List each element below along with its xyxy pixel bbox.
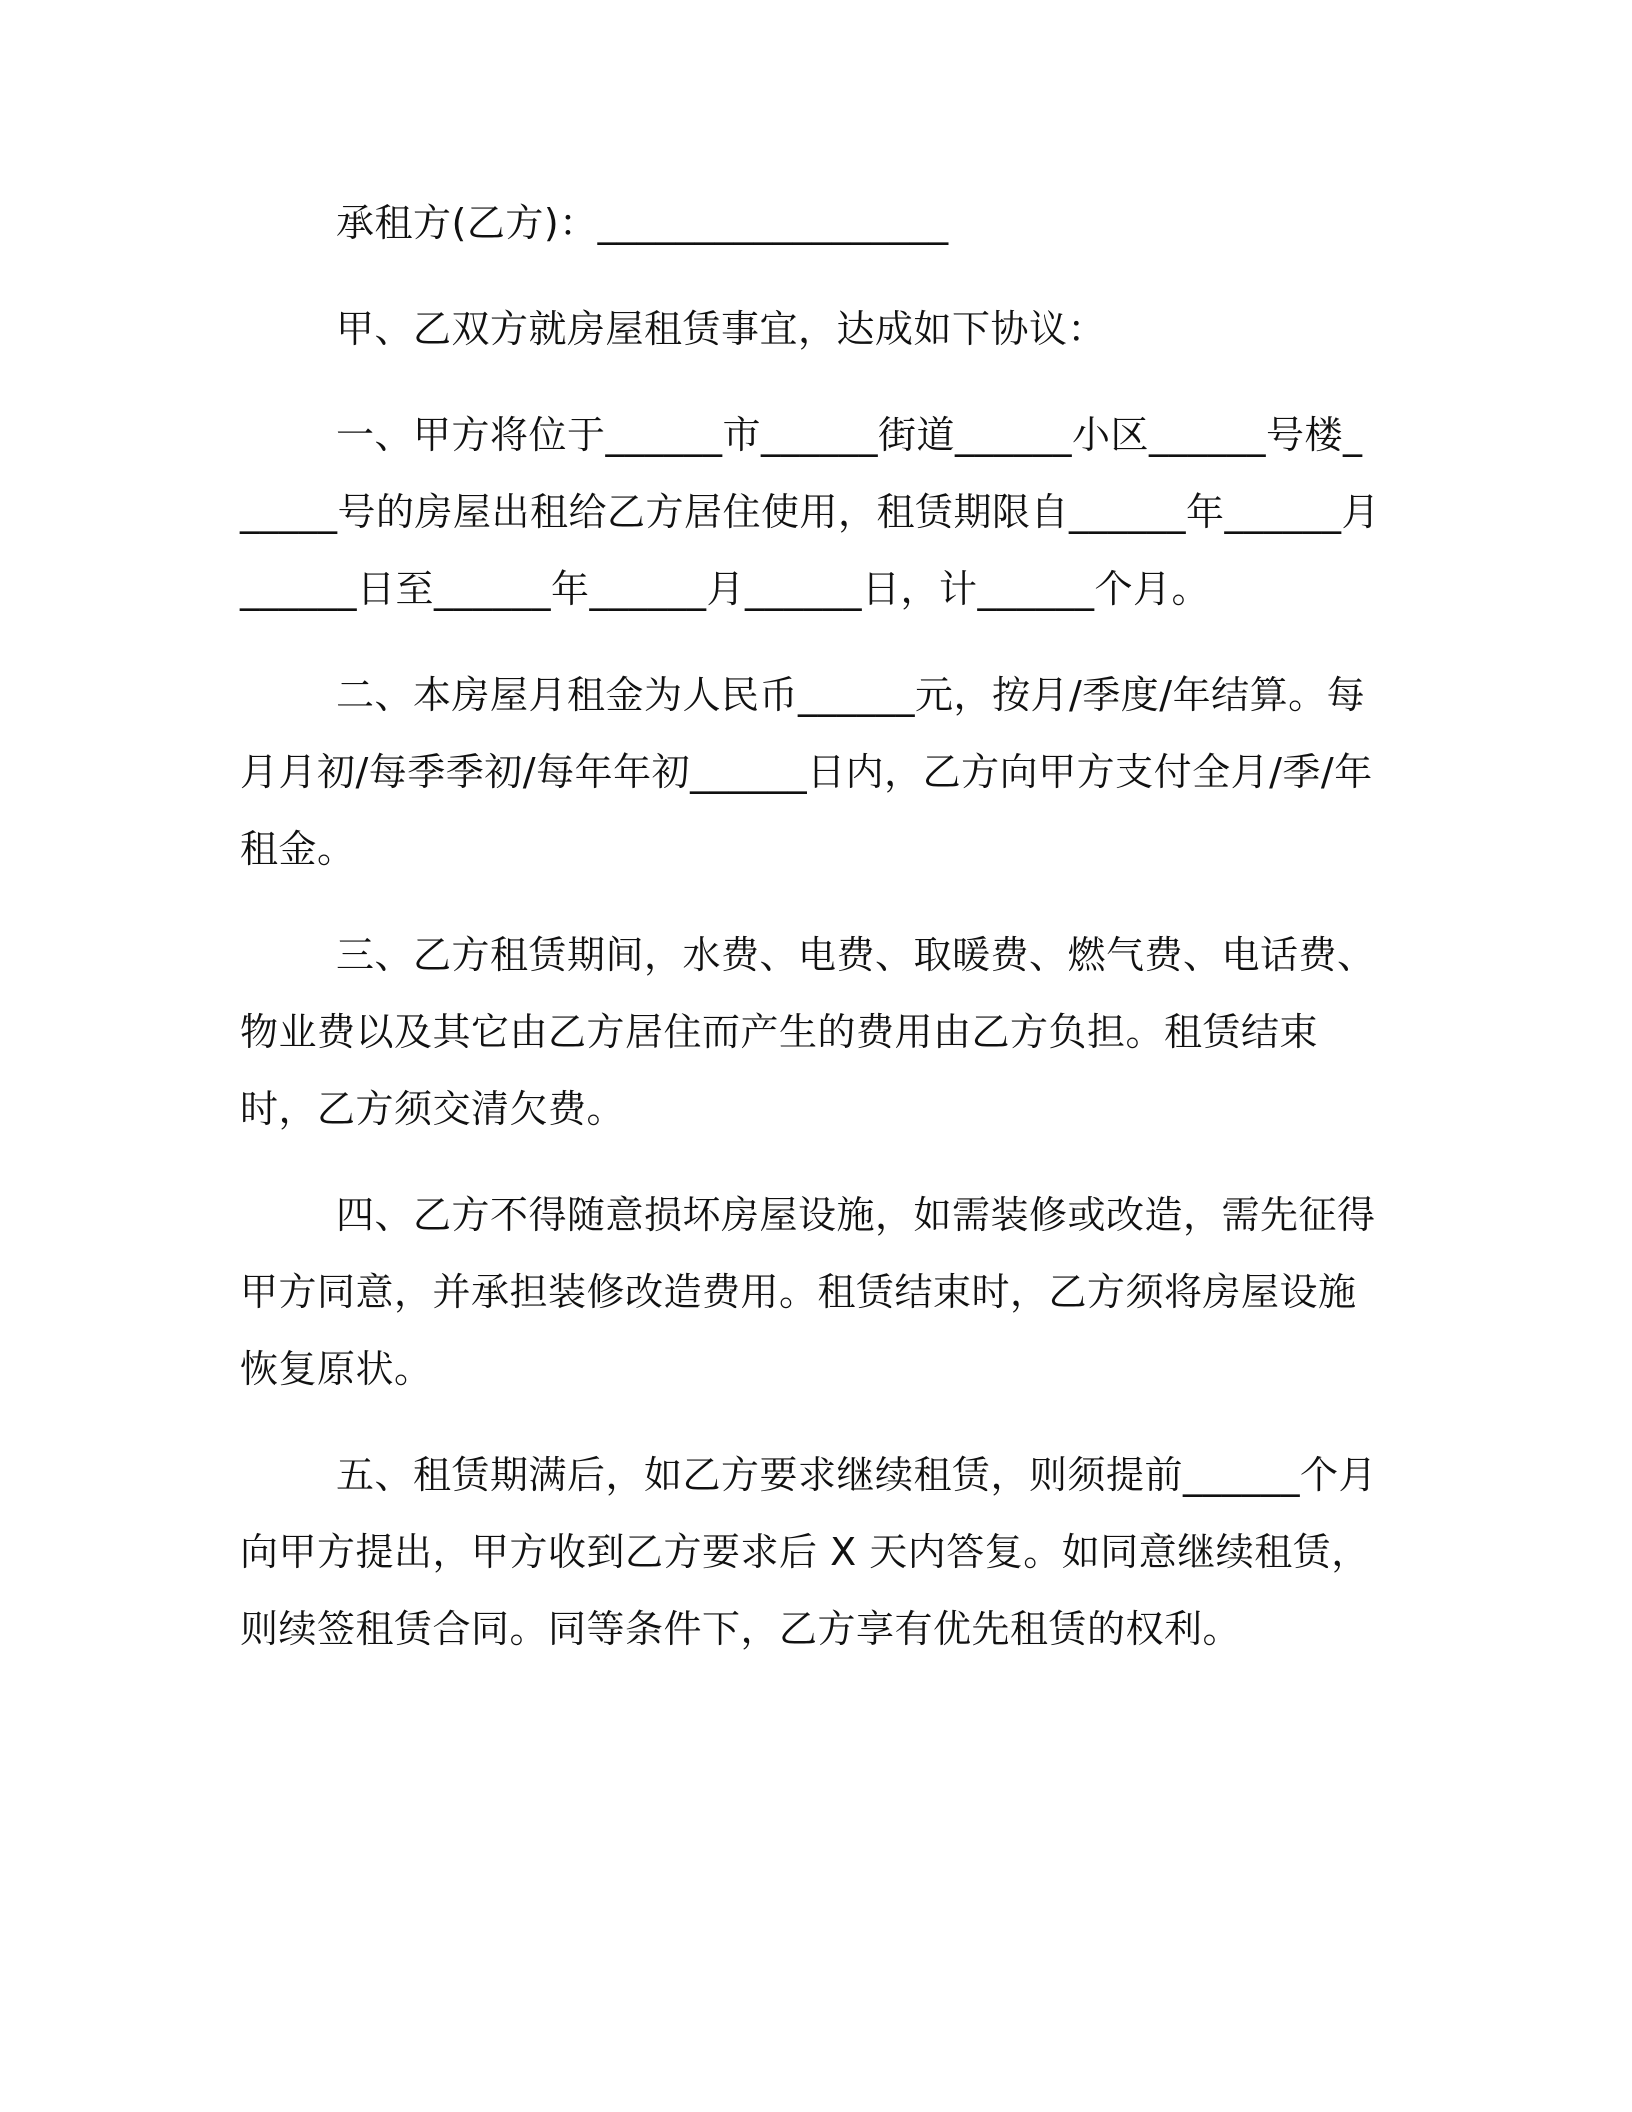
- clause-1: 一、甲方将位于______市______街道______小区______号楼______号的房屋出租给乙方居住使用，租赁期限自______年______月______日至______年______月______日，计______个月。: [240, 413, 1381, 611]
- intro-paragraph: 甲、乙双方就房屋租赁事宜，达成如下协议：: [336, 307, 1107, 351]
- clause-5: 五、租赁期满后，如乙方要求继续租赁，则须提前______个月向甲方提出，甲方收到乙方要求后 X 天内答复。如同意继续租赁，则续签租赁合同。同等条件下，乙方享有优先租赁的权利。: [240, 1453, 1378, 1651]
- clause-4: 四、乙方不得随意损坏房屋设施，如需装修或改造，需先征得甲方同意，并承担装修改造费用。租赁结束时，乙方须将房屋设施恢复原状。: [240, 1193, 1376, 1391]
- document-body: [240, 185, 1380, 1697]
- clause-3: 三、乙方租赁期间，水费、电费、取暖费、燃气费、电话费、物业费以及其它由乙方居住而产生的费用由乙方负担。租赁结束时，乙方须交清欠费。: [240, 933, 1376, 1131]
- clause-2: 二、本房屋月租金为人民币______元，按月/季度/年结算。每月月初/每季季初/每年年初______日内，乙方向甲方支付全月/季/年租金。: [240, 673, 1373, 871]
- lessee-line: 承租方(乙方)：__________________: [336, 201, 949, 245]
